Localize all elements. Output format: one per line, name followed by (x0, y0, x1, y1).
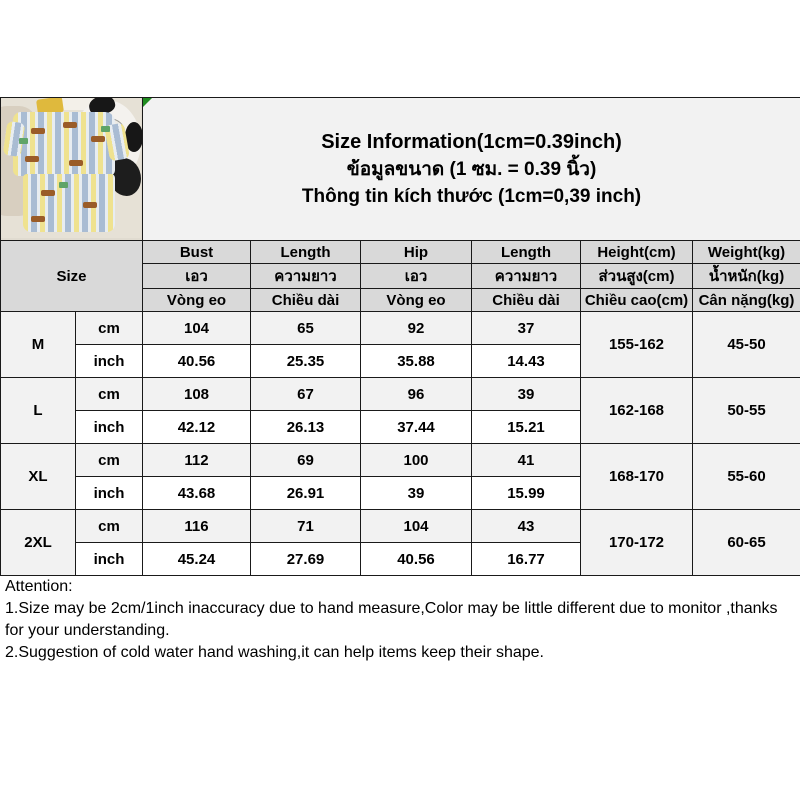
value-2xl-bust-inch: 45.24 (143, 543, 251, 576)
col-header-height-en: Height(cm) (581, 241, 693, 264)
cell-marker-triangle-icon (143, 98, 152, 107)
value-m-length2-cm: 37 (472, 312, 581, 345)
value-2xl-bust-cm: 116 (143, 510, 251, 543)
col-header-height-th: ส่วนสูง(cm) (581, 264, 693, 289)
col-header-hip-vi: Vòng eo (361, 289, 472, 312)
value-m-length-inch: 25.35 (251, 345, 361, 378)
value-l-bust-cm: 108 (143, 378, 251, 411)
title-english: Size Information(1cm=0.39inch) (321, 131, 622, 153)
dog-print (31, 216, 45, 222)
col-header-length-en: Length (251, 241, 361, 264)
value-l-length-inch: 26.13 (251, 411, 361, 444)
col-header-length2-th: ความยาว (472, 264, 581, 289)
value-xl-length2-inch: 15.99 (472, 477, 581, 510)
col-header-bust-vi: Vòng eo (143, 289, 251, 312)
value-l-bust-inch: 42.12 (143, 411, 251, 444)
size-row-label-xl: XL (1, 444, 76, 510)
value-m-hip-inch: 35.88 (361, 345, 472, 378)
size-table (0, 97, 800, 576)
weight-range-xl: 55-60 (693, 444, 800, 510)
value-xl-hip-inch: 39 (361, 477, 472, 510)
height-range-xl: 168-170 (581, 444, 693, 510)
green-print (19, 138, 28, 144)
unit-label-cm: cm (76, 510, 143, 543)
title-vietnamese: Thông tin kích thước (1cm=0,39 inch) (301, 186, 642, 207)
value-m-length2-inch: 14.43 (472, 345, 581, 378)
dog-print (41, 190, 55, 196)
value-xl-bust-inch: 43.68 (143, 477, 251, 510)
attention-note-1: 1.Size may be 2cm/1inch inaccuracy due to hand measure,Color may be little different due to monitor ,thanks for your understanding. (5, 600, 778, 639)
value-2xl-hip-cm: 104 (361, 510, 472, 543)
value-2xl-length-cm: 71 (251, 510, 361, 543)
dog-print (83, 202, 97, 208)
value-m-hip-cm: 92 (361, 312, 472, 345)
weight-range-l: 50-55 (693, 378, 800, 444)
col-header-length2-en: Length (472, 241, 581, 264)
value-2xl-length-inch: 27.69 (251, 543, 361, 576)
height-range-l: 162-168 (581, 378, 693, 444)
unit-label-inch: inch (76, 543, 143, 576)
product-photo (1, 98, 143, 241)
dog-print (63, 122, 77, 128)
size-corner-label: Size (1, 241, 143, 312)
col-header-length2-vi: Chiều dài (472, 289, 581, 312)
col-header-length-vi: Chiều dài (251, 289, 361, 312)
col-header-weight-th: น้ำหนัก(kg) (693, 264, 800, 289)
pajama-shorts (23, 174, 115, 232)
size-row-label-m: M (1, 312, 76, 378)
value-l-length-cm: 67 (251, 378, 361, 411)
value-xl-length-cm: 69 (251, 444, 361, 477)
green-print (59, 182, 68, 188)
col-header-weight-vi: Cân nặng(kg) (693, 289, 800, 312)
weight-range-2xl: 60-65 (693, 510, 800, 576)
col-header-length-th: ความยาว (251, 264, 361, 289)
height-range-m: 155-162 (581, 312, 693, 378)
unit-label-cm: cm (76, 444, 143, 477)
value-l-hip-inch: 37.44 (361, 411, 472, 444)
attention-note-2: 2.Suggestion of cold water hand washing,it can help items keep their shape. (5, 644, 544, 661)
attention-heading: Attention: (5, 578, 73, 595)
weight-range-m: 45-50 (693, 312, 800, 378)
value-2xl-length2-inch: 16.77 (472, 543, 581, 576)
unit-label-inch: inch (76, 477, 143, 510)
col-header-height-vi: Chiều cao(cm) (581, 289, 693, 312)
size-row-label-l: L (1, 378, 76, 444)
dog-print (91, 136, 105, 142)
col-header-bust-th: เอว (143, 264, 251, 289)
col-header-weight-en: Weight(kg) (693, 241, 800, 264)
attention-notes (5, 576, 793, 664)
unit-label-cm: cm (76, 312, 143, 345)
col-header-hip-en: Hip (361, 241, 472, 264)
value-xl-length2-cm: 41 (472, 444, 581, 477)
col-header-hip-th: เอว (361, 264, 472, 289)
col-header-bust-en: Bust (143, 241, 251, 264)
unit-label-inch: inch (76, 345, 143, 378)
dog-print (31, 128, 45, 134)
unit-label-inch: inch (76, 411, 143, 444)
value-xl-length-inch: 26.91 (251, 477, 361, 510)
unit-label-cm: cm (76, 378, 143, 411)
dog-print (25, 156, 39, 162)
value-xl-bust-cm: 112 (143, 444, 251, 477)
value-2xl-hip-inch: 40.56 (361, 543, 472, 576)
height-range-2xl: 170-172 (581, 510, 693, 576)
value-2xl-length2-cm: 43 (472, 510, 581, 543)
value-m-bust-inch: 40.56 (143, 345, 251, 378)
size-row-label-2xl: 2XL (1, 510, 76, 576)
title-thai: ข้อมูลขนาด (1 ซม. = 0.39 นิ้ว) (346, 159, 597, 180)
value-m-length-cm: 65 (251, 312, 361, 345)
title-cell (143, 98, 800, 241)
value-l-length2-cm: 39 (472, 378, 581, 411)
value-l-length2-inch: 15.21 (472, 411, 581, 444)
value-l-hip-cm: 96 (361, 378, 472, 411)
dog-print (69, 160, 83, 166)
green-print (101, 126, 110, 132)
value-m-bust-cm: 104 (143, 312, 251, 345)
value-xl-hip-cm: 100 (361, 444, 472, 477)
